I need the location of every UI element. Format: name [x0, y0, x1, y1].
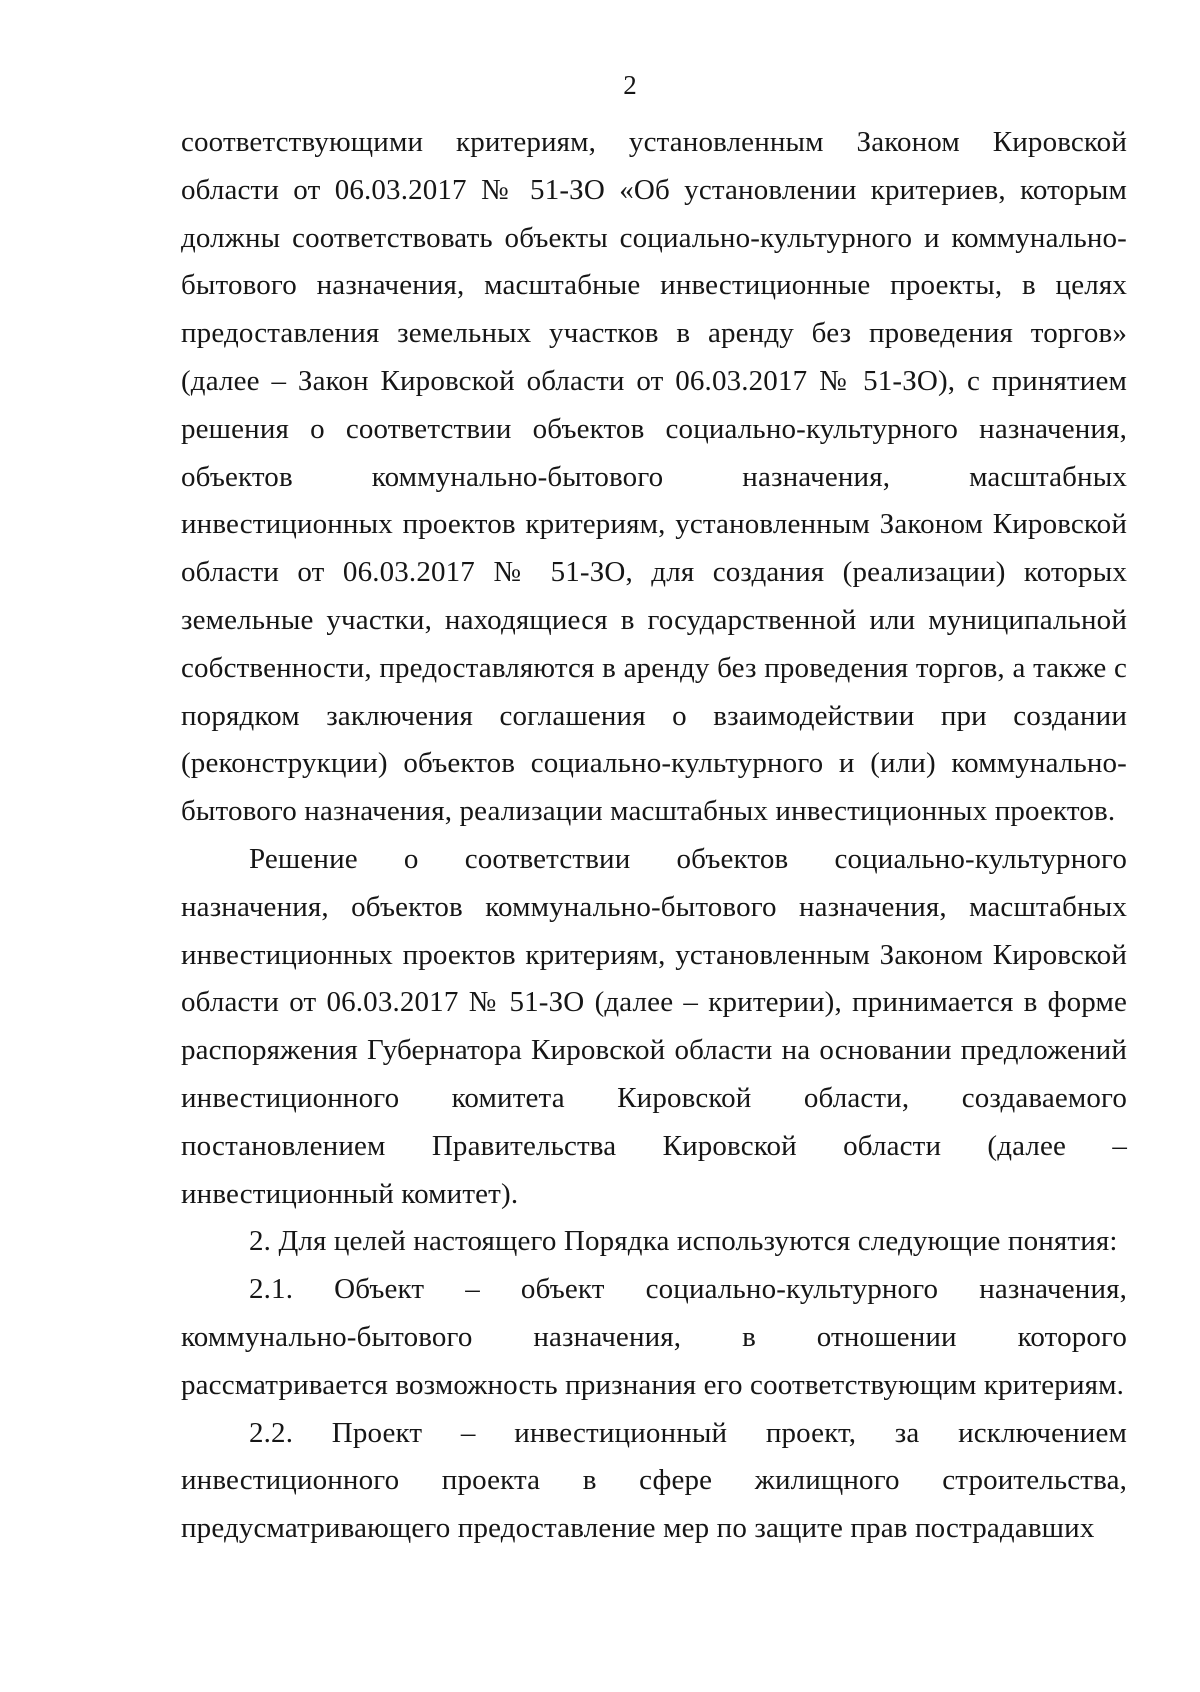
paragraph-criteria-law-reference: соответствующими критериям, установленным Законом Кировской области от 06.03.2017 № 51-ЗО «Об установлении критериев, которым должны соответствовать объекты социально-культурного и коммунально-бытового назначения, масштабные инвестиционные проекты, в целях предоставления земельных участков в аренду без проведения торгов» (далее – Закон Кировской области от 06.03.2017 № 51-ЗО), с принятием решения о соответствии объектов социально-культурного назначения, объектов коммунально-бытового назначения, масштабных инвестиционных проектов критериям, установленным Законом Кировской области от 06.03.2017 № 51-ЗО, для создания (реализации) которых земельные участки, находящиеся в государственной или муниципальной собственности, предоставляются в аренду без проведения торгов, а также с порядком заключения соглашения о взаимодействии при создании (реконструкции) объектов социально-культурного и (или) коммунально-бытового назначения, реализации масштабных инвестиционных проектов. — [181, 126, 1127, 828]
page-number: 2 — [623, 70, 637, 100]
paragraph-definitions-intro: 2. Для целей настоящего Порядка используются следующие понятия: — [249, 1225, 1118, 1258]
paragraph-definition-project: 2.2. Проект – инвестиционный проект, за исключением инвестиционного проекта в сфере жилищного строительства, предусматривающего предоставление мер по защите прав пострадавших — [181, 1416, 1127, 1545]
paragraph-definition-object: 2.1. Объект – объект социально-культурного назначения, коммунально-бытового назначения, в отношении которого рассматривается возможность признания его соответствующим критериям. — [181, 1273, 1127, 1401]
document-body — [181, 119, 1127, 1553]
paragraph-decision-form: Решение о соответствии объектов социально-культурного назначения, объектов коммунально-бытового назначения, масштабных инвестиционных проектов критериям, установленным Законом Кировской области от 06.03.2017 № 51-ЗО (далее – критерии), принимается в форме распоряжения Губернатора Кировской области на основании предложений инвестиционного комитета Кировской области, создаваемого постановлением Правительства Кировской области (далее – инвестиционный комитет). — [181, 842, 1127, 1210]
